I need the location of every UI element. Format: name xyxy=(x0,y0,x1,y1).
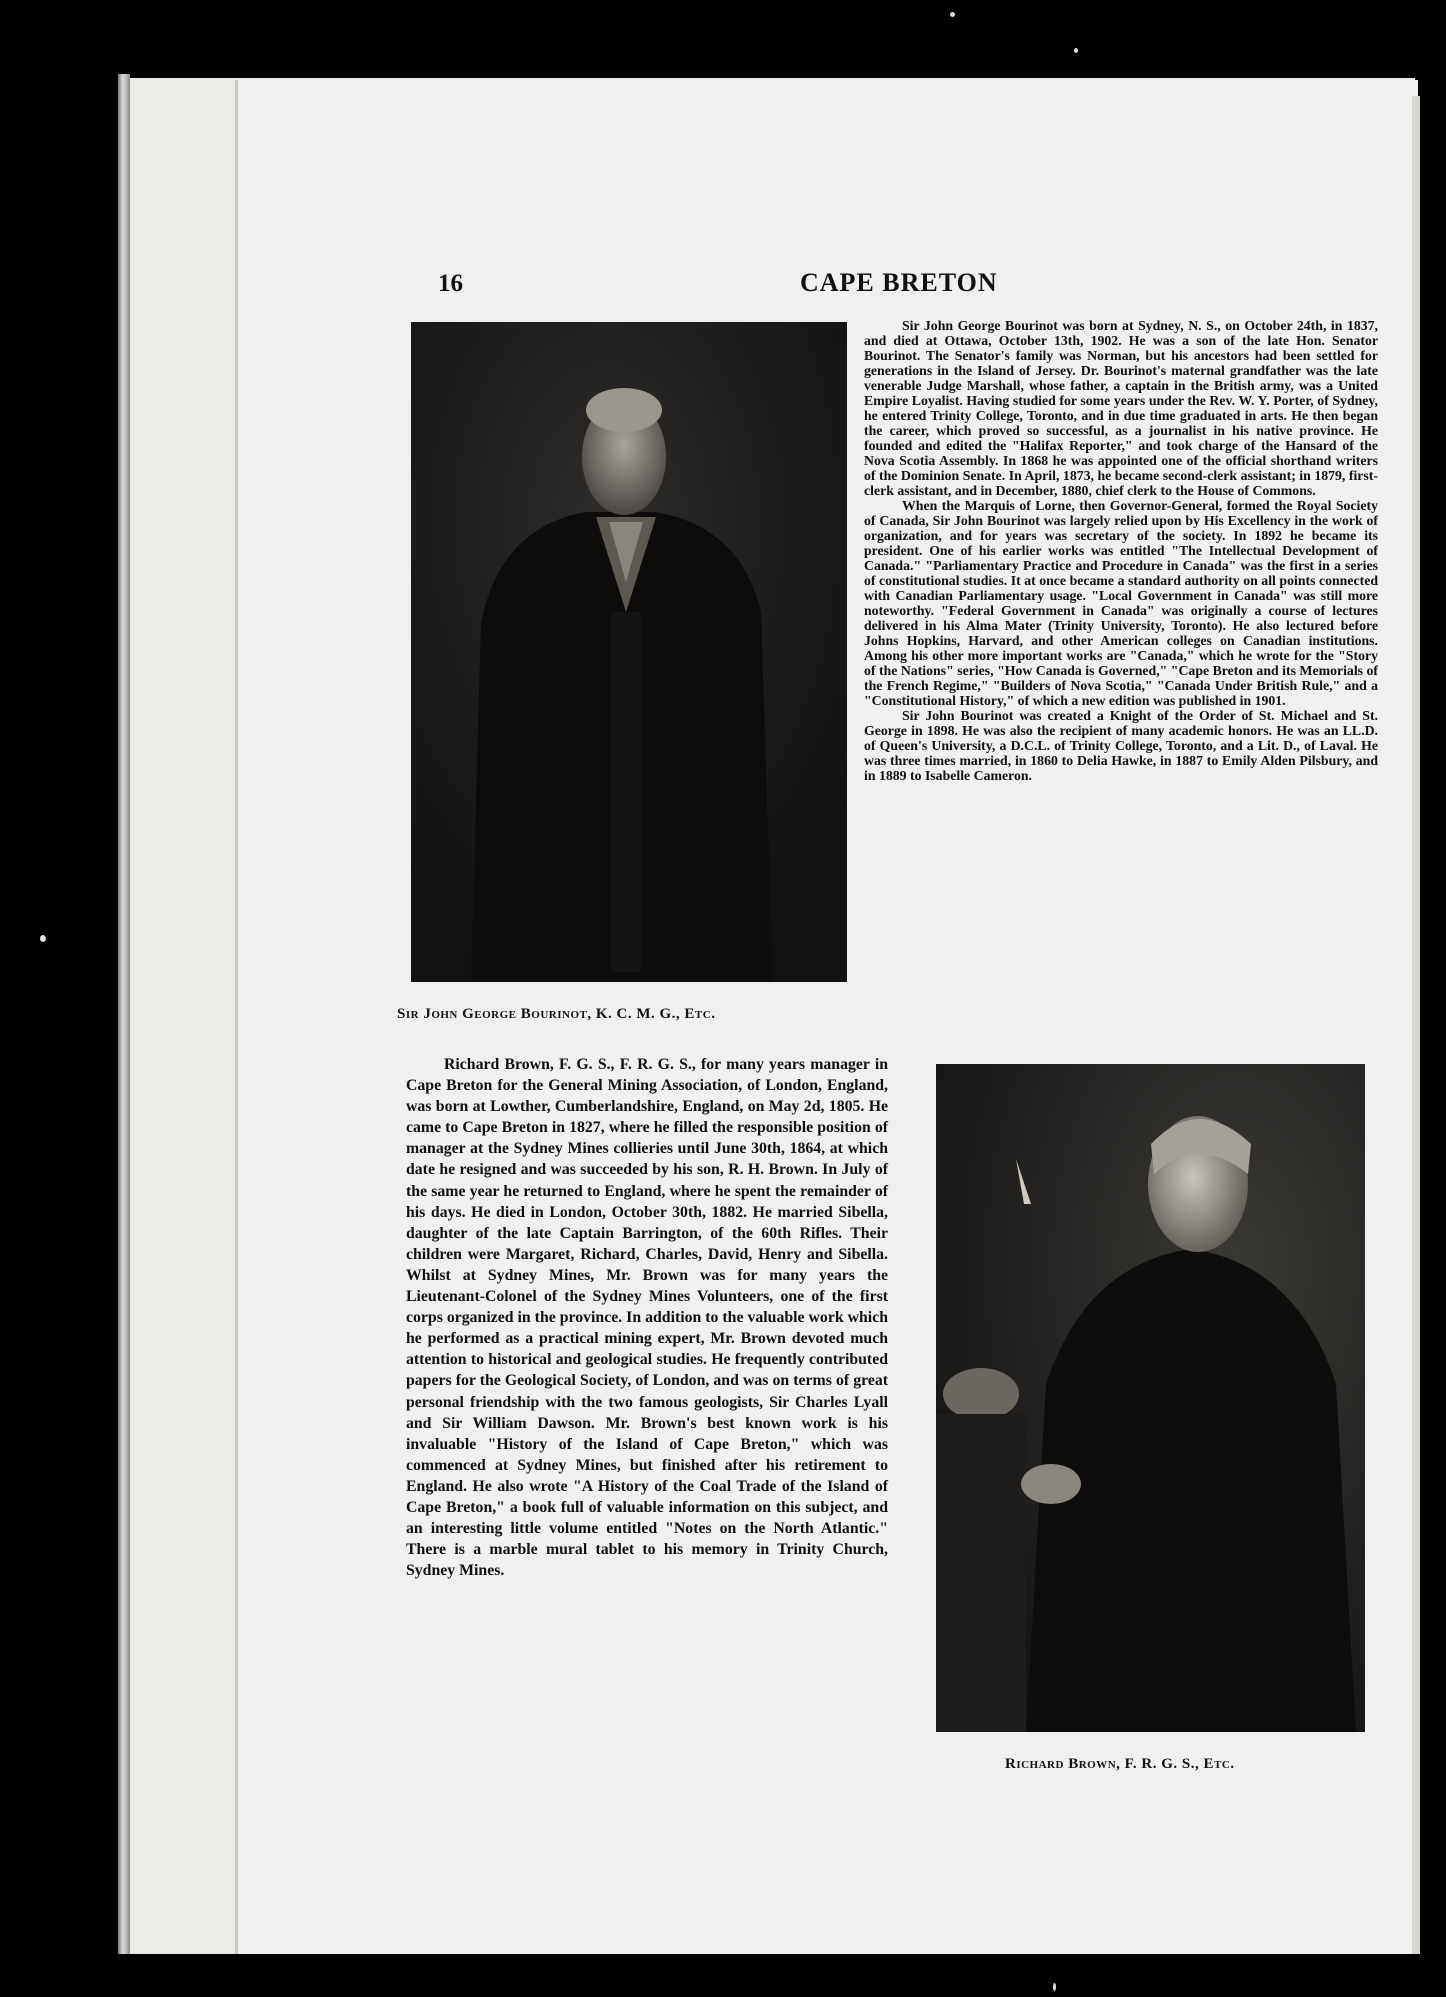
portrait-bourinot xyxy=(411,322,847,982)
bourinot-paragraph: Sir John George Bourinot was born at Sydney, N. S., on October 24th, in 1837, and died at Ottawa, October 13th, 1902. He was a son of the late Hon. Senator Bourinot. The Senator's family was Norman, but his ancestors had been settled for generations in the Island of Jersey. Dr. Bourinot's maternal grandfather was the late venerable Judge Marshall, whose father, a captain in the British army, was a United Empire Loyalist. Having studied for some years under the Rev. W. Y. Porter, of Sydney, he entered Trinity College, Toronto, and in due time graduated in arts. He then began the career, which proved so successful, as a journalist in his native province. He founded and edited the "Halifax Reporter," and took charge of the Hansard of the Nova Scotia Assembly. In 1868 he was appointed one of the official shorthand writers of the Dominion Senate. In April, 1873, he became second-clerk assistant; in 1879, first-clerk assistant, and in December, 1880, chief clerk to the House of Commons. xyxy=(864,318,1378,498)
running-head: CAPE BRETON xyxy=(800,268,998,297)
dust-speck xyxy=(950,12,955,17)
bourinot-biography xyxy=(864,318,1378,783)
caption-bourinot: Sir John George Bourinot, K. C. M. G., Etc. xyxy=(397,1006,716,1022)
brown-paragraph: Richard Brown, F. G. S., F. R. G. S., for many years manager in Cape Breton for the General Mining Association, of London, England, was born at Lowther, Cumberlandshire, England, on May 2d, 1805. He came to Cape Breton in 1827, where he filled the responsible position of manager at the Sydney Mines collieries until June 30th, 1864, at which date he resigned and was succeeded by his son, R. H. Brown. In July of the same year he returned to England, where he spent the remainder of his days. He died in London, October 30th, 1882. He married Sibella, daughter of the late Captain Barrington, of the 60th Rifles. Their children were Margaret, Richard, Charles, David, Henry and Sibella. Whilst at Sydney Mines, Mr. Brown was for many years the Lieutenant-Colonel of the Sydney Mines Volunteers, one of the first corps organized in the province. In addition to the valuable work which he performed as a practical mining expert, Mr. Brown devoted much attention to historical and geological studies. He frequently contributed papers for the Geological Society, of London, and was on terms of great personal friendship with the two famous geologists, Sir Charles Lyall and Sir William Dawson. Mr. Brown's best known work is his invaluable "History of the Island of Cape Breton," which was commenced at Sydney Mines, but finished after his retirement to England. He also wrote "A History of the Coal Trade of the Island of Cape Breton," a book full of valuable information on this subject, and an interesting little volume entitled "Notes on the North Atlantic." There is a marble mural tablet to his memory in Trinity Church, Sydney Mines. xyxy=(406,1056,888,1580)
dust-speck xyxy=(1053,1983,1056,1991)
bourinot-paragraph: Sir John Bourinot was created a Knight of the Order of St. Michael and St. George in 1898. He was also the recipient of many academic honors. He was an LL.D. of Queen's University, a D.C.L. of Trinity College, Toronto, and a Lit. D., of Laval. He was three times married, in 1860 to Delia Hawke, in 1887 to Emily Alden Pilsbury, and in 1889 to Isabelle Cameron. xyxy=(864,708,1378,783)
bourinot-paragraph: When the Marquis of Lorne, then Governor-General, formed the Royal Society of Canada, Sir John Bourinot was largely relied upon by His Excellency in the work of organization, and for years was secretary of the society. In 1892 he became its president. One of his earlier works was entitled "The Intellectual Development of Canada." "Parliamentary Practice and Procedure in Canada" was the first in a series of constitutional studies. It at once became a standard authority on all points connected with Canadian Parliamentary usage. "Local Government in Canada" was still more noteworthy. "Federal Government in Canada" was originally a course of lectures delivered in his Alma Mater (Trinity University, Toronto). He also lectured before Johns Hopkins, Harvard, and other American colleges on Canadian institutions. Among his other more important works are "Canada," which he wrote for the "Story of the Nations" series, "How Canada is Governed," "Cape Breton and its Memorials of the French Regime," "Builders of Nova Scotia," "Canada Under British Rule," and a "Constitutional History," of which a new edition was published in 1901. xyxy=(864,498,1378,708)
dust-speck xyxy=(1074,48,1078,53)
brown-biography xyxy=(406,1054,888,1581)
book-spine xyxy=(118,74,130,1954)
page-edge xyxy=(1412,96,1420,1954)
dust-speck xyxy=(40,935,46,942)
portrait-brown xyxy=(936,1064,1365,1732)
page-number: 16 xyxy=(438,270,463,297)
caption-brown: Richard Brown, F. R. G. S., Etc. xyxy=(1005,1756,1235,1772)
